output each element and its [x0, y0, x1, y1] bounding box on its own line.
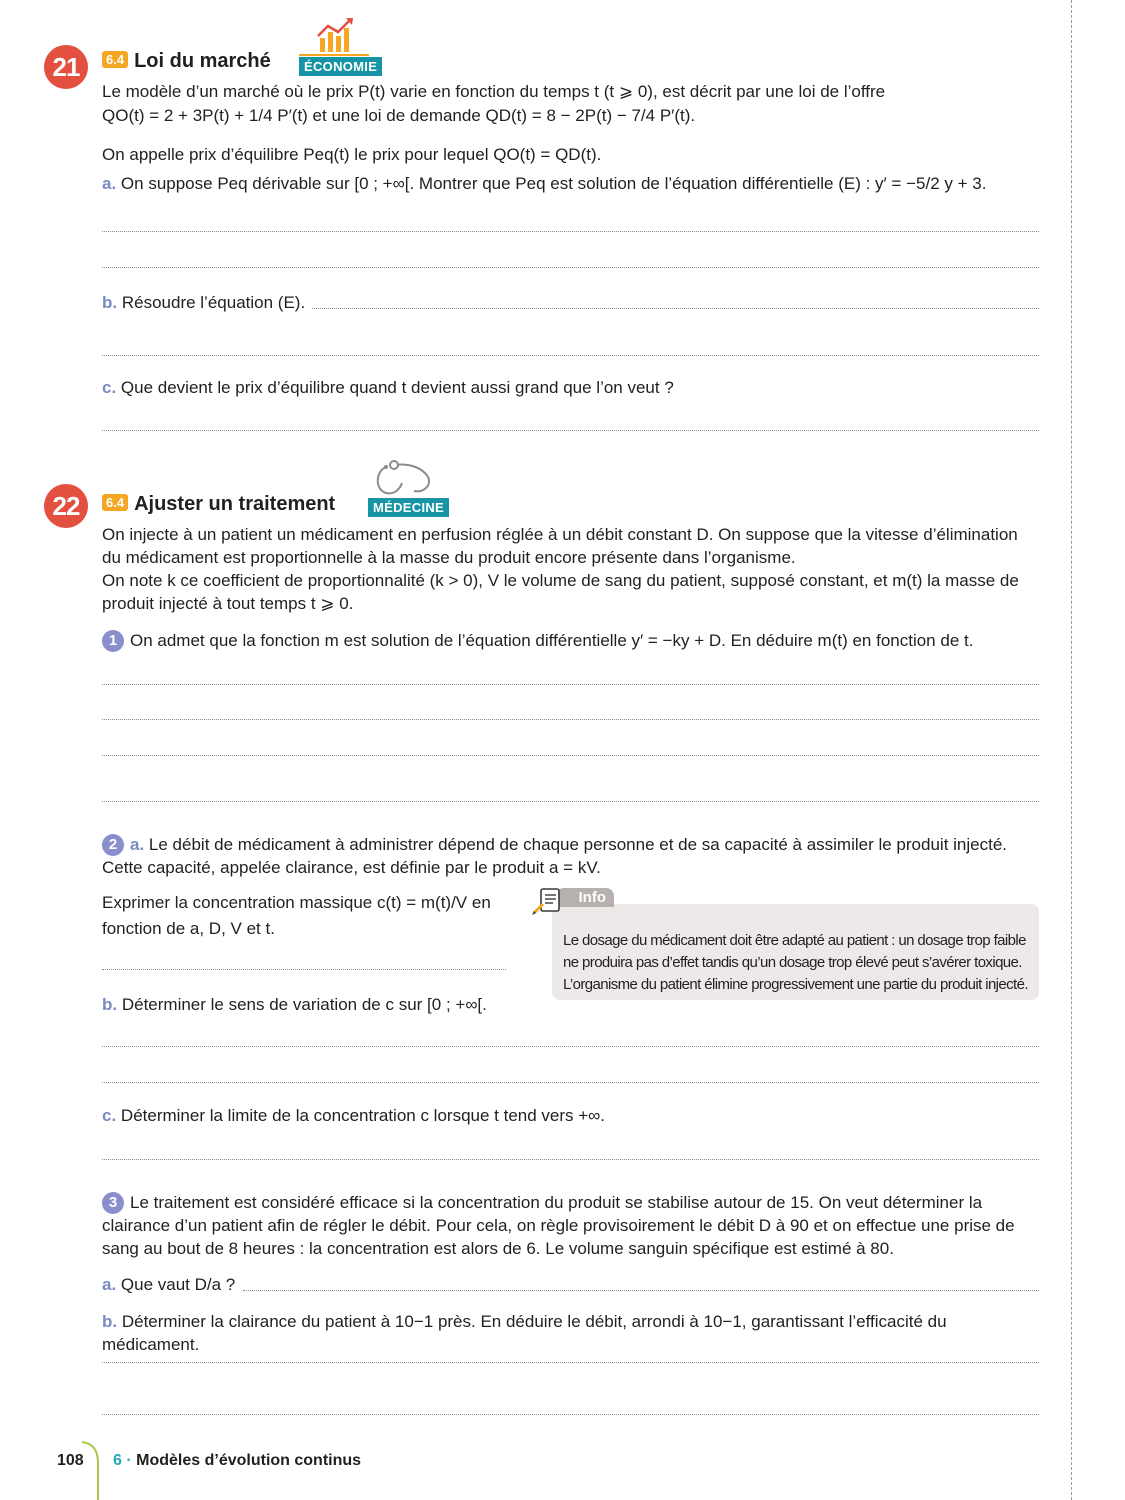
- answer-line[interactable]: [102, 755, 1039, 756]
- footer-dot: ·: [126, 1452, 132, 1469]
- ex21-intro-line2: QO(t) = 2 + 3P(t) + 1/4 P′(t) et une loi de demande QD(t) = 8 − 2P(t) − 7/4 P′(t).: [102, 106, 696, 125]
- part-number-badge: 3: [102, 1192, 124, 1214]
- exercise-22-title: Ajuster un traitement: [134, 493, 336, 515]
- economy-underline: [299, 54, 369, 56]
- part-number-badge: 2: [102, 834, 124, 856]
- chapter-footer: [113, 1452, 361, 1470]
- page-number: 108: [57, 1452, 84, 1469]
- scroll-pencil-icon: [531, 886, 565, 916]
- part-number-badge: 1: [102, 630, 124, 652]
- info-text: Le dosage du médicament doit être adapté au patient : un dosage trop faible ne produira pas d’effet tandis qu’un dosage trop élevé peut s’avérer toxique. L’organisme du patient élimine progressivement une partie du produit injecté.: [563, 932, 1028, 993]
- medicine-tag: MÉDECINE: [368, 498, 449, 517]
- ex22-part3: 3 Le traitement est considéré efficace si la concentration du produit se stabilise autour de 15. On veut déterminer la clairance d’un patient afin de régler le débit. Pour cela, on règle provisoirement le débit D à 90 et on effectue une prise de sang au bout de 8 heures : la concentration est alors de 6. Le volume sanguin spécifique est estimé à 80.: [102, 1193, 1015, 1258]
- footer-curve-decoration: [80, 1440, 102, 1500]
- ex21-intro-line3: On appelle prix d’équilibre Peq(t) le prix pour lequel QO(t) = QD(t).: [102, 145, 602, 164]
- ex22-part3a: a. Que vaut D/a ?: [102, 1275, 236, 1294]
- info-label: Info: [578, 889, 606, 906]
- chapter-title: Modèles d’évolution continus: [136, 1452, 362, 1469]
- ex22-intro2: On note k ce coefficient de proportionnalité (k > 0), V le volume de sang du patient, supposé constant, et m(t) la masse de produit injecté à tout temps t ⩾ 0.: [102, 571, 1019, 613]
- ex22-part1: 1 On admet que la fonction m est solution de l’équation différentielle y′ = −ky + D. En déduire m(t) en fonction de t.: [102, 629, 1039, 652]
- margin-dashed-line: [1071, 0, 1072, 1500]
- exercise-22-number: 22: [44, 484, 88, 528]
- exercise-21-heading: [102, 50, 271, 73]
- stethoscope-icon: [372, 459, 436, 499]
- answer-line[interactable]: [312, 308, 1039, 309]
- exercise-21-number: 21: [44, 45, 88, 89]
- economy-tag: ÉCONOMIE: [299, 57, 382, 76]
- exercise-21-title: Loi du marché: [134, 50, 271, 72]
- answer-line[interactable]: [102, 1046, 1039, 1047]
- section-badge: 6.4: [102, 494, 128, 511]
- answer-line[interactable]: [102, 1414, 1039, 1415]
- answer-line[interactable]: [102, 719, 1039, 720]
- exercise-22-heading: [102, 493, 335, 516]
- ex21-question-a: a. On suppose Peq dérivable sur [0 ; +∞[. Montrer que Peq est solution de l’équation différentielle (E) : y′ = −5/2 y + 3.: [102, 174, 987, 193]
- answer-line[interactable]: [102, 969, 506, 970]
- answer-line[interactable]: [102, 801, 1039, 802]
- ex21-question-c: c. Que devient le prix d’équilibre quand t devient aussi grand que l’on veut ?: [102, 378, 674, 397]
- answer-line[interactable]: [102, 684, 1039, 685]
- ex22-part2a: 2 a. Le débit de médicament à administrer dépend de chaque personne et de sa capacité à assimiler le produit injecté. Cette capacité, appelée clairance, est définie par le produit a = kV.: [102, 835, 1007, 877]
- answer-line[interactable]: [102, 267, 1039, 268]
- ex22-part3b: b. Déterminer la clairance du patient à 10−1 près. En déduire le débit, arrondi à 10−1, garantissant l’efficacité du médicament.: [102, 1312, 947, 1354]
- answer-line[interactable]: [102, 430, 1039, 431]
- chapter-number: 6: [113, 1452, 122, 1469]
- answer-line[interactable]: [102, 1082, 1039, 1083]
- answer-line[interactable]: [102, 355, 1039, 356]
- ex22-part2a-concentration: Exprimer la concentration massique c(t) = m(t)/V en fonction de a, D, V et t.: [102, 893, 491, 938]
- answer-line[interactable]: [243, 1290, 1039, 1291]
- ex22-part2c: c. Déterminer la limite de la concentration c lorsque t tend vers +∞.: [102, 1106, 606, 1125]
- answer-line[interactable]: [102, 1159, 1039, 1160]
- section-badge: 6.4: [102, 51, 128, 68]
- ex21-question-b: b. Résoudre l’équation (E).: [102, 293, 306, 312]
- answer-line[interactable]: [102, 231, 1039, 232]
- ex22-part2b: b. Déterminer le sens de variation de c sur [0 ; +∞[.: [102, 995, 487, 1014]
- ex21-intro-line1: Le modèle d’un marché où le prix P(t) varie en fonction du temps t (t ⩾ 0), est décrit par une loi de l’offre: [102, 82, 886, 101]
- economy-chart-icon: [316, 16, 356, 56]
- ex22-intro: On injecte à un patient un médicament en perfusion réglée à un débit constant D. On suppose que la vitesse d’élimination du médicament est proportionnelle à la masse du produit encore présente dans l’organisme.: [102, 525, 1018, 567]
- answer-line[interactable]: [102, 1362, 1039, 1363]
